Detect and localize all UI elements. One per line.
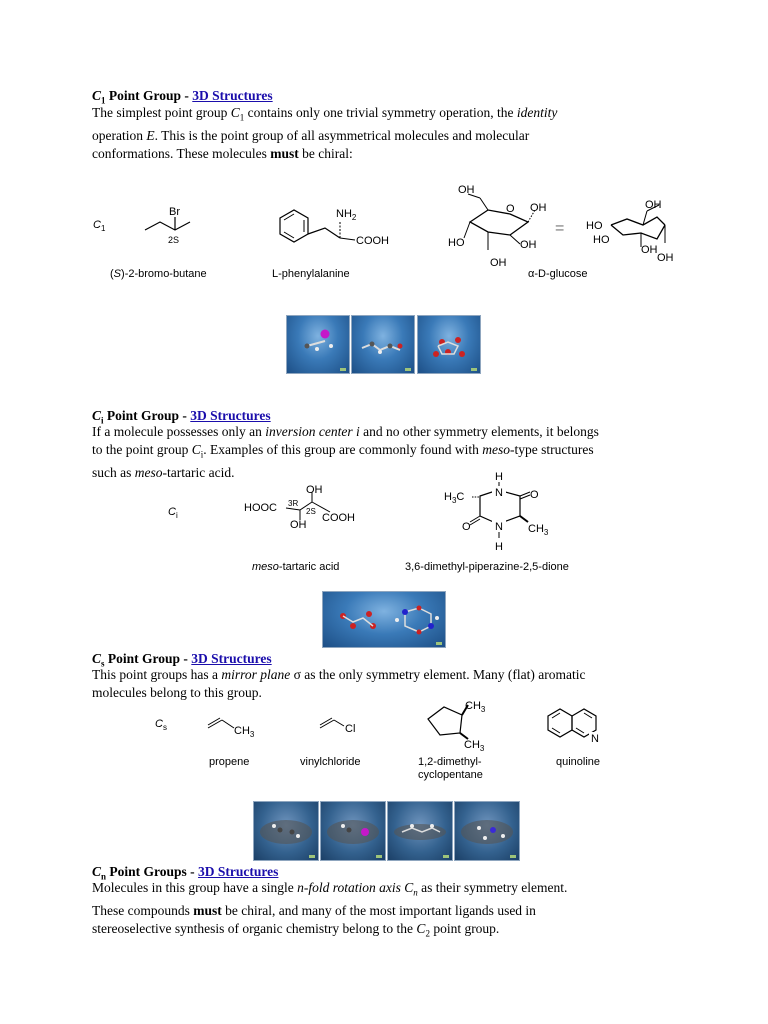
svg-text:HO: HO bbox=[448, 237, 465, 249]
glucose-pyranose-structure bbox=[440, 180, 570, 270]
svg-text:OH: OH bbox=[645, 199, 662, 211]
svg-text:COOH: COOH bbox=[322, 512, 355, 524]
svg-text:HO: HO bbox=[593, 234, 610, 246]
svg-text:N: N bbox=[495, 487, 503, 499]
svg-text:Cl: Cl bbox=[345, 723, 356, 735]
cn-heading: $C_n$ Point Groups - 3D Structures bbox=[92, 864, 279, 882]
svg-text:COOH: COOH bbox=[356, 235, 389, 247]
caption-phenylalanine: L-phenylalanine bbox=[272, 268, 350, 280]
cs-heading: $C_s$ Point Group - 3D Structures bbox=[92, 651, 272, 669]
caption-vinylchloride: vinylchloride bbox=[300, 756, 361, 768]
c1-3d-structures-link[interactable]: 3D Structures bbox=[192, 88, 273, 103]
svg-text:OH: OH bbox=[520, 239, 537, 251]
glucose-chair-structure bbox=[583, 195, 693, 265]
cs-description: This point groups has a mirror plane σ as the only symmetry element. Many (flat) aromatic molecules belong to this group. bbox=[92, 667, 586, 700]
caption-bromobutane: (S)-2-bromo-butane bbox=[110, 268, 207, 280]
ci-description: If a molecule possesses only an inversion center i and no other symmetry elements, it belongs to the point group $C_i$. Examples of this group are commonly found with meso-type structures such as meso-tartaric acid. bbox=[92, 424, 599, 480]
cn-3d-structures-link[interactable]: 3D Structures bbox=[198, 864, 279, 879]
phenylalanine-structure bbox=[270, 200, 400, 260]
svg-text:CH3: $CH_3$ bbox=[464, 739, 485, 753]
piperazinedione-structure bbox=[440, 470, 580, 560]
svg-text:N: N bbox=[495, 521, 503, 533]
ci-heading: $C_i$ Point Group - 3D Structures bbox=[92, 408, 271, 426]
svg-text:OH: OH bbox=[290, 519, 307, 530]
svg-text:OH: OH bbox=[641, 244, 658, 256]
svg-text:H: H bbox=[495, 541, 503, 553]
3d-thumb-dimethylcyclopentane[interactable] bbox=[387, 801, 453, 861]
caption-piperazinedione: 3,6-dimethyl-piperazine-2,5-dione bbox=[405, 561, 569, 573]
propene-structure bbox=[200, 710, 270, 740]
caption-quinoline: quinoline bbox=[556, 756, 601, 768]
caption-tartaric-acid: meso-tartaric acid bbox=[252, 561, 340, 573]
3d-thumb-glucose[interactable] bbox=[417, 315, 481, 374]
bromobutane-structure bbox=[140, 200, 210, 250]
caption-dimethylcyclopentane-2: cyclopentane bbox=[418, 769, 483, 781]
svg-text:2S: 2S bbox=[306, 507, 316, 516]
tartaric-acid-structure bbox=[240, 480, 380, 530]
3d-thumb-quinoline[interactable] bbox=[454, 801, 520, 861]
c1-heading: $C_1$ Point Group - 3D Structures bbox=[92, 88, 273, 106]
cn-description: Molecules in this group have a single n-fold rotation axis $C_n$ as their symmetry element. These compounds must be chiral, and many of the most important ligands used in stereoselective synthesis of organic chemistry belong to the $C_2$ point group. bbox=[92, 880, 568, 939]
svg-text:CH3: $CH_3$ bbox=[465, 700, 486, 714]
svg-text:Br: Br bbox=[169, 206, 180, 218]
svg-text:N: N bbox=[591, 733, 599, 745]
svg-text:O: O bbox=[530, 489, 539, 501]
ci-3d-structures-link[interactable]: 3D Structures bbox=[190, 408, 271, 423]
dimethylcyclopentane-structure bbox=[418, 695, 498, 755]
3d-thumb-propene[interactable] bbox=[253, 801, 319, 861]
svg-text:CH3: $CH_3$ bbox=[234, 725, 255, 739]
svg-text:HO: HO bbox=[586, 220, 603, 232]
caption-glucose: α-D-glucose bbox=[528, 268, 588, 280]
svg-text:H3C: $H_3C$ bbox=[444, 491, 465, 505]
3d-thumb-bromobutane[interactable] bbox=[286, 315, 350, 374]
svg-text:OH: OH bbox=[458, 184, 475, 196]
svg-text:OH: OH bbox=[657, 252, 674, 264]
3d-thumb-ci-molecules[interactable] bbox=[322, 591, 446, 648]
svg-text:OH: OH bbox=[306, 484, 323, 496]
equals-sign: = bbox=[555, 220, 565, 237]
cs-3d-structures-link[interactable]: 3D Structures bbox=[191, 651, 272, 666]
ci-point-group-label: $C_i$ bbox=[168, 506, 178, 521]
svg-text:HOOC: HOOC bbox=[244, 502, 277, 514]
c1-point-group-label: $C_1$ bbox=[93, 219, 106, 234]
caption-propene: propene bbox=[209, 756, 250, 768]
3d-thumb-phenylalanine[interactable] bbox=[351, 315, 415, 374]
svg-text:3R: 3R bbox=[288, 499, 299, 508]
caption-dimethylcyclopentane-1: 1,2-dimethyl- bbox=[418, 756, 482, 768]
svg-text:O: O bbox=[506, 203, 515, 215]
svg-text:OH: OH bbox=[530, 202, 547, 214]
cs-point-group-label: $C_s$ bbox=[155, 718, 167, 733]
3d-thumb-vinylchloride[interactable] bbox=[320, 801, 386, 861]
svg-text:OH: OH bbox=[490, 257, 507, 269]
svg-text:H: H bbox=[495, 471, 503, 483]
c1-description: The simplest point group $C_1$ contains only one trivial symmetry operation, the identity operation E. This is the point group of all asymmetrical molecules and molecular conformations. These molecules must be chiral: bbox=[92, 105, 558, 161]
svg-text:NH2: $NH_2$ bbox=[336, 208, 357, 222]
svg-text:O: O bbox=[462, 521, 471, 533]
svg-text:2S: 2S bbox=[168, 235, 180, 245]
svg-text:CH3: $CH_3$ bbox=[528, 523, 549, 537]
vinylchloride-structure bbox=[312, 710, 372, 740]
quinoline-structure bbox=[540, 700, 620, 750]
